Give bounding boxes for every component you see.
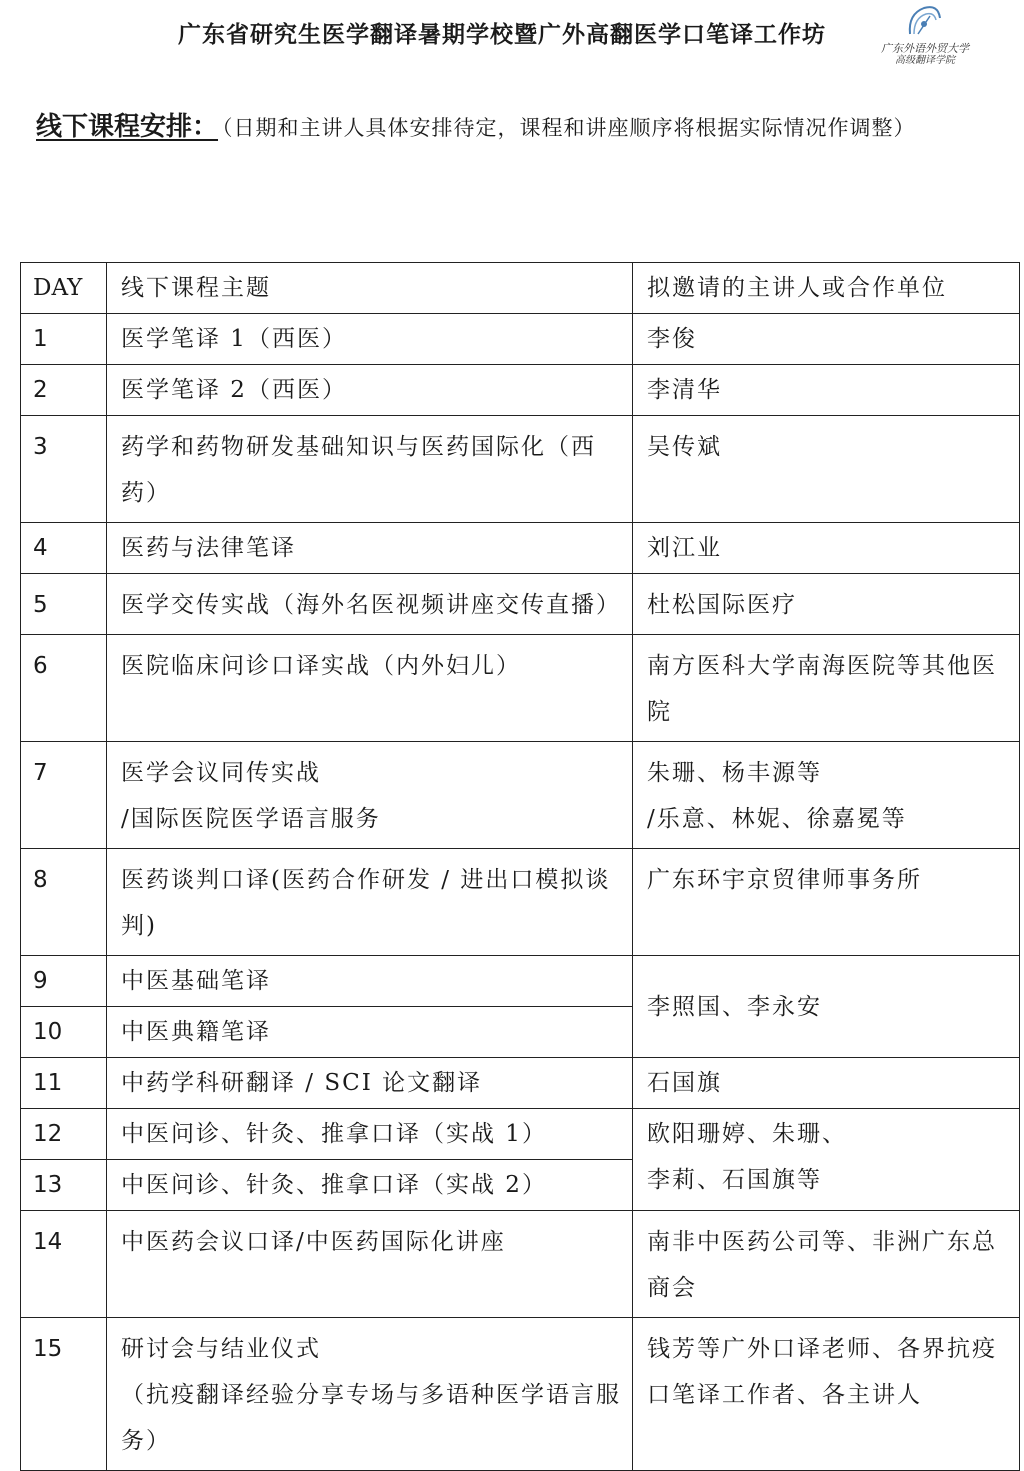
speaker-line: 李莉、石国旗等 — [647, 1167, 822, 1193]
topic-line: 医学会议同传实战 — [121, 760, 321, 786]
logo-line-2: 高级翻译学院 — [895, 55, 955, 66]
schedule-table — [20, 262, 1020, 1471]
table-row — [21, 1211, 1020, 1318]
table-row — [21, 1109, 1020, 1160]
topic-line: /国际医院医学语言服务 — [121, 806, 381, 832]
table-row — [21, 416, 1020, 523]
speaker-line: 欧阳珊婷、朱珊、 — [647, 1121, 847, 1147]
day-cell: 13 — [21, 1160, 107, 1211]
speaker-cell: 广东环宇京贸律师事务所 — [633, 849, 1020, 956]
topic-cell: 药学和药物研发基础知识与医药国际化（西药） — [107, 416, 633, 523]
table-row — [21, 742, 1020, 849]
day-cell: 15 — [21, 1318, 107, 1471]
topic-cell: 医药与法律笔译 — [107, 523, 633, 574]
day-cell: 10 — [21, 1007, 107, 1058]
table-row — [21, 849, 1020, 956]
table-row — [21, 365, 1020, 416]
logo-line-1: 广东外语外贸大学 — [881, 42, 969, 55]
table-row — [21, 1318, 1020, 1471]
table-row — [21, 574, 1020, 635]
speaker-cell-merged: 李照国、李永安 — [633, 956, 1020, 1058]
topic-cell: 医学笔译 1（西医） — [107, 314, 633, 365]
day-cell: 9 — [21, 956, 107, 1007]
speaker-cell: 杜松国际医疗 — [633, 574, 1020, 635]
topic-cell: 医院临床问诊口译实战（内外妇儿） — [107, 635, 633, 742]
speaker-cell: 南方医科大学南海医院等其他医院 — [633, 635, 1020, 742]
speaker-line: /乐意、林妮、徐嘉冕等 — [647, 806, 907, 832]
day-cell: 3 — [21, 416, 107, 523]
day-cell: 2 — [21, 365, 107, 416]
speaker-cell: 李清华 — [633, 365, 1020, 416]
table-header-row — [21, 263, 1020, 314]
topic-line: （抗疫翻译经验分享专场与多语种医学语言服务） — [121, 1382, 621, 1454]
topic-cell: 中医基础笔译 — [107, 956, 633, 1007]
topic-line: 研讨会与结业仪式 — [121, 1336, 321, 1362]
speaker-cell: 南非中医药公司等、非洲广东总商会 — [633, 1211, 1020, 1318]
table-row — [21, 314, 1020, 365]
day-cell: 11 — [21, 1058, 107, 1109]
day-cell: 7 — [21, 742, 107, 849]
university-seal-icon — [904, 4, 944, 40]
topic-cell: 医学交传实战（海外名医视频讲座交传直播） — [107, 574, 633, 635]
table-row — [21, 956, 1020, 1007]
topic-cell — [107, 742, 633, 849]
topic-cell: 医学笔译 2（西医） — [107, 365, 633, 416]
table-row — [21, 523, 1020, 574]
speaker-line: 朱珊、杨丰源等 — [647, 760, 822, 786]
topic-cell: 中医问诊、针灸、推拿口译（实战 2） — [107, 1160, 633, 1211]
speaker-cell — [633, 742, 1020, 849]
header-day: DAY — [21, 263, 107, 314]
topic-cell: 中药学科研翻译 / SCI 论文翻译 — [107, 1058, 633, 1109]
table-row — [21, 1058, 1020, 1109]
topic-cell: 中医典籍笔译 — [107, 1007, 633, 1058]
day-cell: 14 — [21, 1211, 107, 1318]
day-cell: 8 — [21, 849, 107, 956]
speaker-cell: 吴传斌 — [633, 416, 1020, 523]
day-cell: 1 — [21, 314, 107, 365]
header-topic: 线下课程主题 — [107, 263, 633, 314]
section-title: 线下课程安排： — [36, 112, 219, 142]
page-title: 广东省研究生医学翻译暑期学校暨广外高翻医学口笔译工作坊 — [178, 21, 826, 48]
speaker-cell: 石国旗 — [633, 1058, 1020, 1109]
topic-cell — [107, 1318, 633, 1471]
topic-cell: 中医问诊、针灸、推拿口译（实战 1） — [107, 1109, 633, 1160]
table-row — [21, 635, 1020, 742]
day-cell: 4 — [21, 523, 107, 574]
topic-cell: 医药谈判口译(医药合作研发 / 进出口模拟谈判) — [107, 849, 633, 956]
speaker-cell: 刘江业 — [633, 523, 1020, 574]
day-cell: 5 — [21, 574, 107, 635]
day-cell: 12 — [21, 1109, 107, 1160]
section-heading — [36, 106, 916, 143]
speaker-cell: 李俊 — [633, 314, 1020, 365]
university-logo — [880, 4, 970, 70]
header-speaker: 拟邀请的主讲人或合作单位 — [633, 263, 1020, 314]
speaker-cell-merged — [633, 1109, 1020, 1211]
speaker-cell: 钱芳等广外口译老师、各界抗疫口笔译工作者、各主讲人 — [633, 1318, 1020, 1471]
section-note: （日期和主讲人具体安排待定，课程和讲座顺序将根据实际情况作调整） — [222, 116, 916, 140]
topic-cell: 中医药会议口译/中医药国际化讲座 — [107, 1211, 633, 1318]
day-cell: 6 — [21, 635, 107, 742]
